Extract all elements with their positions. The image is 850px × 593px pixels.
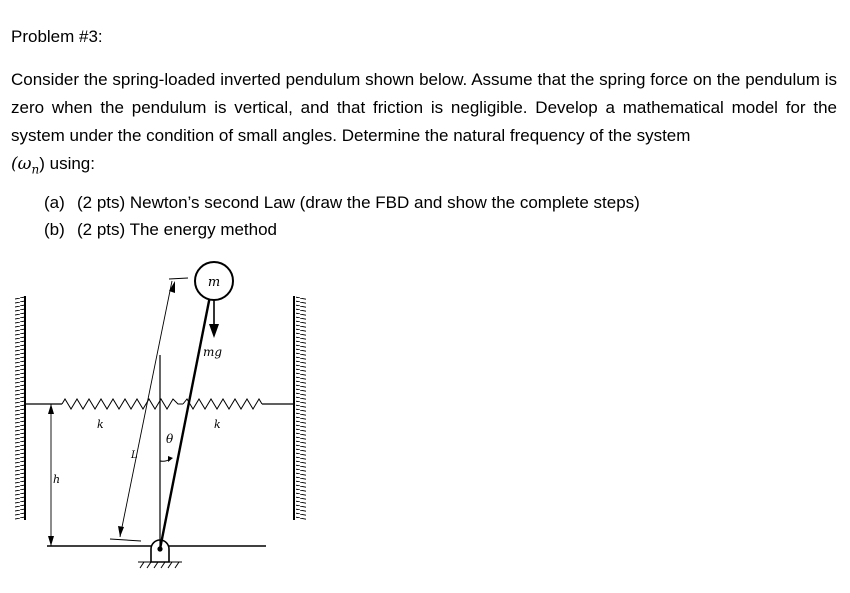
angle-arc-arrowhead	[168, 456, 173, 462]
part-a-text: (2 pts) Newton’s second Law (draw the FBD and show the complete steps)	[77, 193, 640, 212]
pendulum-rod	[160, 296, 210, 549]
left-spring	[62, 399, 183, 409]
problem-title: Problem #3:	[11, 27, 103, 46]
ground-hatch	[138, 562, 182, 568]
right-wall	[294, 296, 306, 520]
part-b-label: (b)	[44, 220, 65, 239]
part-a-label: (a)	[44, 193, 65, 212]
height-label: h	[53, 473, 61, 486]
problem-parts	[44, 189, 640, 243]
part-b	[44, 216, 640, 243]
length-label: L	[131, 450, 138, 461]
length-dimension	[110, 278, 188, 541]
omega-symbol: ($\omega_n$	[11, 154, 40, 177]
left-wall	[15, 296, 25, 520]
right-spring	[183, 399, 262, 409]
part-b-text: (2 pts) The energy method	[77, 220, 278, 239]
problem-statement	[11, 66, 837, 183]
mass-label: m	[207, 275, 221, 290]
spring-right-label: k	[214, 418, 221, 431]
weight-label: mg	[203, 345, 223, 359]
intro-text: Consider the spring-loaded inverted pendulum shown below. Assume that the spring force on the pendulum is zero when the pendulum is vertical, and that friction is negligible. Develop a mathematical model for the system under the condition of small angles. Determine the natural frequency of the system	[11, 70, 837, 145]
pendulum-figure	[0, 258, 850, 593]
angle-label: θ	[166, 432, 174, 446]
omega-tail: ) using:	[39, 154, 95, 173]
spring-left-label: k	[97, 418, 104, 431]
gravity-arrowhead	[209, 324, 219, 338]
part-a	[44, 189, 640, 216]
